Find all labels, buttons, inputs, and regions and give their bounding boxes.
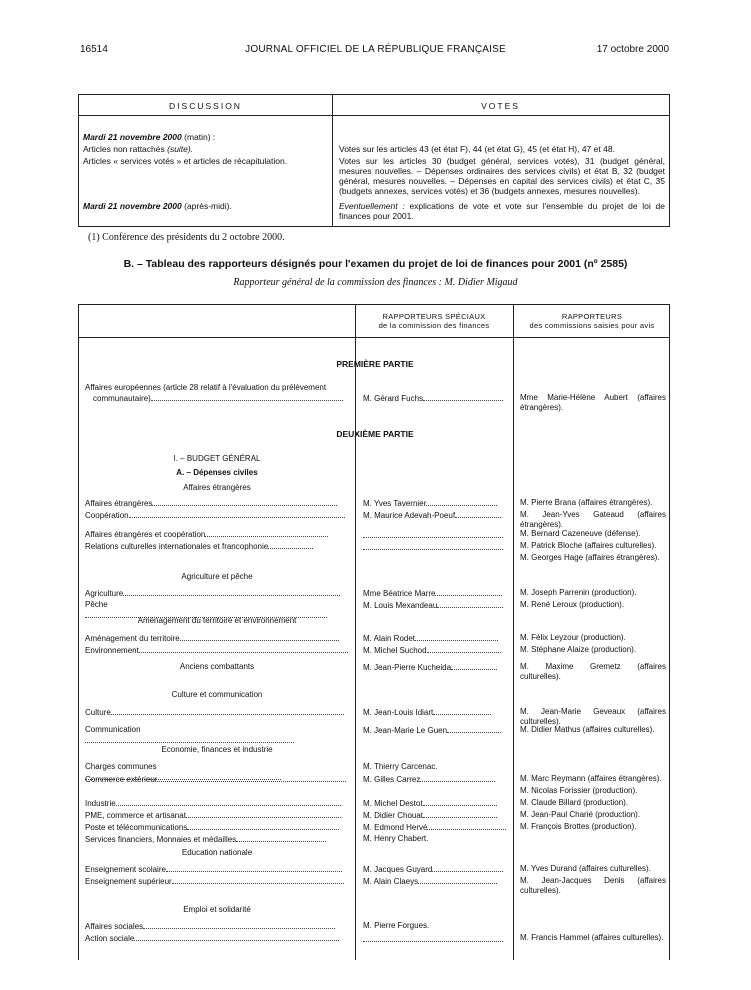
depenses-heading: A. – Dépenses civiles (176, 468, 258, 477)
part-heading: DEUXIÈME PARTIE (336, 429, 414, 439)
row-avis-rapporteur: M. Yves Durand (affaires culturelles). (520, 864, 651, 873)
row-special-rapporteur: M. Jean-Louis Idiart (363, 707, 507, 718)
row-budget-item: Pêche (85, 600, 349, 620)
row-avis-rapporteur: M. Georges Hage (affaires étrangères). (520, 553, 660, 562)
row-budget-item: Coopération (85, 510, 349, 521)
row-avis-rapporteur: M. Didier Mathus (affaires culturelles). (520, 725, 655, 734)
group-heading: Affaires étrangères (183, 483, 251, 492)
col-header-avis: RAPPORTEURS des commissions saisies pour avis (529, 312, 655, 330)
row-budget-item: Agriculture (85, 588, 349, 599)
row-budget-item: Environnement (85, 645, 349, 656)
issue-date: 17 octobre 2000 (596, 44, 669, 55)
row-special-rapporteur: M. Louis Mexandeau (363, 600, 507, 611)
row-avis-rapporteur: M. Francis Hammel (affaires culturelles). (520, 933, 664, 942)
group-heading: Agriculture et pêche (181, 572, 253, 581)
vote-text: Votes sur les articles 43 (et état F), 44 (et état G), 45 (et état H), 47 et 48. (339, 144, 615, 154)
row-special-rapporteur: M. Jacques Guyard (363, 864, 507, 875)
row-special-rapporteur: M. Henry Chabert. (363, 834, 429, 843)
row-avis-rapporteur: M. Patrick Bloche (affaires culturelles). (520, 541, 657, 550)
row-budget-item: PME, commerce et artisanat (85, 810, 349, 821)
discussion-table (78, 94, 670, 227)
row-special-rapporteur: M. Michel Destot (363, 798, 507, 809)
row-budget-item: Enseignement supérieur (85, 876, 349, 887)
journal-title: JOURNAL OFFICIEL DE LA RÉPUBLIQUE FRANÇAISE (245, 44, 506, 55)
row-special-rapporteur: M. Gilles Carrez (363, 774, 507, 785)
group-heading: Economie, finances et industrie (161, 745, 273, 754)
row-avis-rapporteur: M. Jean-Marie Geveaux (affaires culturelles). (520, 707, 666, 726)
section-subtitle: Rapporteur général de la commission des finances : M. Didier Migaud (233, 277, 518, 288)
votes-header: VOTES (481, 101, 520, 111)
row-special-rapporteur: M. Pierre Forgues. (363, 921, 430, 930)
row-avis-rapporteur: M. Stéphane Alaize (production). (520, 645, 637, 654)
row-special-rapporteur: M. Michel Suchod (363, 645, 507, 656)
row-avis-rapporteur: M. Jean-Yves Gateaud (affaires étrangères). (520, 510, 666, 529)
group-heading: Anciens combattants (179, 662, 255, 671)
vote-text: Votes sur les articles 30 (budget général, services votés), 31 (budget général, mesures nouvelles. – Dépenses ordinaires des services civils) et état B, 32 (budget général, mesures nouvelles. – Dépenses en capital des services civils) et état C, 35 (budgets annexes, services votés) et 36 (budgets annexes, mesures nouvelles). (339, 156, 665, 196)
discussion-item: Articles non rattachés (suite). (83, 144, 194, 154)
row-budget-item: Affaires étrangères et coopération (85, 529, 349, 540)
row-avis-rapporteur: M. Jean-Jacques Denis (affaires culturelles). (520, 876, 666, 895)
row-budget-item: Services financiers, Monnaies et médailles (85, 834, 349, 845)
row-budget-item: Industrie (85, 798, 349, 809)
row-special-rapporteur: M. Didier Chouat (363, 810, 507, 821)
row-avis-rapporteur: M. François Brottes (production). (520, 822, 637, 831)
col-header-special: RAPPORTEURS SPÉCIAUX de la commission des finances (378, 312, 490, 330)
row-special-rapporteur (363, 529, 507, 538)
row-special-rapporteur: M. Maurice Adevah-Poeuf (363, 510, 507, 521)
row-special-rapporteur: M. Alain Rodet (363, 633, 507, 644)
row-budget-item: Charges communes (85, 762, 349, 782)
vote-text: Eventuellement : explications de vote et vote sur l'ensemble du projet de loi de finances pour 2001. (339, 201, 665, 221)
discussion-item: Articles « services votés » et articles de récapitulation. (83, 156, 288, 166)
row-avis-rapporteur: M. Claude Billard (production). (520, 798, 629, 807)
footnote: (1) Conférence des présidents du 2 octobre 2000. (88, 232, 285, 243)
row-avis-rapporteur: M. Bernard Cazeneuve (défense). (520, 529, 641, 538)
row-special-rapporteur: M. Alain Claeys (363, 876, 507, 887)
row-budget-item: Poste et télécommunications (85, 822, 349, 833)
row-budget-item: Aménagement du territoire (85, 633, 349, 644)
row-special-rapporteur (363, 933, 507, 942)
row-special-rapporteur: M. Jean-Marie Le Guen (363, 725, 507, 736)
session-morning: Mardi 21 novembre 2000 (matin) : (83, 132, 216, 142)
rapporteurs-table: RAPPORTEURS SPÉCIAUX de la commission des finances RAPPORTEURS des commissions saisies pour avis PREMIÈRE PARTIE Affaires européennes (article 28 relatif à l'évaluation du prélèvement communautaire) M. Gérard Fuchs Mme Marie-Hélène Aubert (affaires étrangères). DEUXIÈME PARTIE I. – BUDGET GÉNÉRAL A. – Dépenses civiles Affaires étrangères Affaires étrangères M. Yves Tavernier M. Pierre Brana (affaires étrangères). Coopération M. Maurice Adevah-Poeuf M. Jean-Yves Gateaud (affaires étrangères). Affaires étrangères et coopération M. Bernard Cazeneuve (défense). Relations culturelles internationales et francophonie M. Patrick Bloche (affaires culturelles). M. Georges Hage (affaires étrangères). Agriculture Mme Béatrice Marre M. Joseph Parrenin (production). Pêche M. Louis Mexandeau M. René Leroux (production). Aménagement du territoire M. Alain Rodet M. Félix Leyzour (production). Environnement M. Michel Suchod M. Stéphane Alaize (production). M. Jean-Pierre Kucheida M. Maxime Gremetz (affaires culturelles). Culture M. Jean-Louis Idiart M. Jean-Marie Geveaux (affaires culturelles). Communication M. Jean-Marie Le Guen M. Didier Mathus (affaires culturelles). Charges communes M. Thierry Carcenac. Commerce extérieur M. Gilles Carrez M. Marc Reymann (affaires étrangères). M. Nicolas Forissier (production). Industrie M. Michel Destot M. Claude Billard (production). PME, commerce et artisanat M. Didier Chouat M. Jean-Paul Charié (production). Poste et télécommunications M. Edmond Hervé M. François Brottes (production). Services financiers, Monnaies et médailles M. Henry Chabert. Enseignement scolaire M. Jacques Guyard M. Yves Durand (affaires culturelles). Enseignement supérieur M. Alain Claeys M. Jean-Jacques Denis (affaires culturelles). Affaires sociales M. Pierre Forgues. Action sociale M. Francis Hammel (affaires culturelles). Agriculture et pêche Aménagement du territoire et environnement Anciens combattants Culture et communication Economie, finances et industrie Education nationale Emploi et solidarité (78, 304, 670, 960)
part-heading: PREMIÈRE PARTIE (336, 359, 414, 369)
group-heading: Emploi et solidarité (183, 905, 251, 914)
group-heading: Culture et communication (171, 690, 263, 699)
row-special-rapporteur: M. Edmond Hervé (363, 822, 507, 833)
row-budget-item: Communication (85, 725, 349, 745)
row-budget-item: Affaires sociales (85, 921, 349, 932)
row-budget-item: Culture (85, 707, 349, 718)
row-avis-rapporteur: M. Nicolas Forissier (production). (520, 786, 638, 795)
page-number: 16514 (80, 44, 108, 55)
row-special-rapporteur: M. Yves Tavernier (363, 498, 507, 509)
row-budget-item: Affaires étrangères (85, 498, 349, 509)
row-budget-item: Relations culturelles internationales et francophonie (85, 541, 349, 552)
discussion-header: DISCUSSION (169, 101, 242, 111)
row-special-rapporteur (363, 541, 507, 550)
row-budget-item: Action sociale (85, 933, 349, 944)
group-heading: Education nationale (181, 848, 253, 857)
row-avis-rapporteur: M. Pierre Brana (affaires étrangères). (520, 498, 653, 507)
row-avis-rapporteur: M. Marc Reymann (affaires étrangères). (520, 774, 662, 783)
row-budget-item: Commerce extérieur (85, 774, 349, 785)
group-heading: Aménagement du territoire et environnement (137, 616, 297, 625)
row-avis-rapporteur: M. Maxime Gremetz (affaires culturelles). (520, 662, 666, 681)
session-afternoon: Mardi 21 novembre 2000 (après-midi). (83, 201, 232, 211)
row-special-rapporteur: M. Jean-Pierre Kucheida (363, 662, 507, 673)
budget-heading: I. – BUDGET GÉNÉRAL (173, 454, 261, 463)
row-budget-item: Enseignement scolaire (85, 864, 349, 875)
row-avis-rapporteur: M. Félix Leyzour (production). (520, 633, 626, 642)
section-title: B. – Tableau des rapporteurs désignés pour l'examen du projet de loi de finances pour 2001 (nº 2585) (123, 258, 628, 270)
row-special-rapporteur: Mme Béatrice Marre (363, 588, 507, 599)
row-avis-rapporteur: M. René Leroux (production). (520, 600, 625, 609)
row-avis-rapporteur: M. Jean-Paul Charié (production). (520, 810, 641, 819)
row-special-rapporteur: M. Thierry Carcenac. (363, 762, 438, 771)
row-avis-rapporteur: M. Joseph Parrenin (production). (520, 588, 637, 597)
